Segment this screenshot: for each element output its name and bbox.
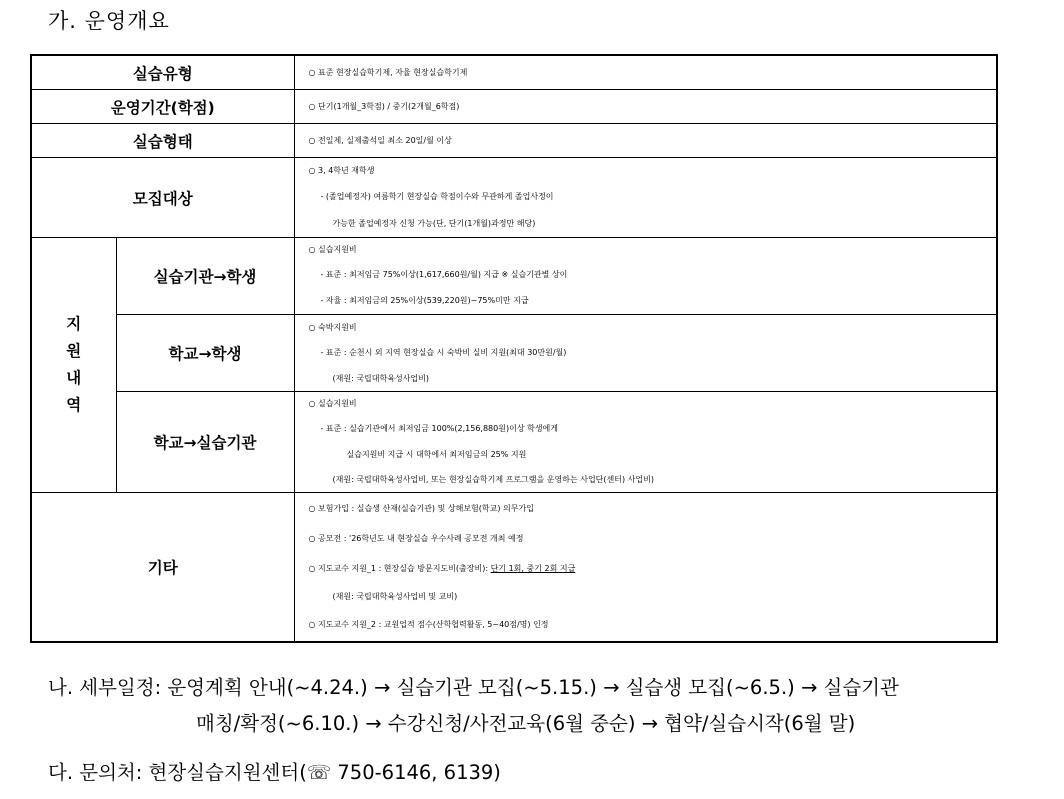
- table-row-support-org-student: [31, 238, 997, 315]
- contact-line: 다. 문의처: 현장실습지원센터(☏ 750-6146, 6139): [48, 761, 501, 784]
- content-line: ○ 공모전 : '26학년도 내 현장실습 우수사례 공모전 개최 예정: [308, 534, 524, 543]
- sublabel-school-to-org: 학교→실습기관: [116, 392, 294, 493]
- table-row-type: [31, 55, 997, 90]
- operations-overview-table: [30, 54, 998, 643]
- table-row-target: [31, 158, 997, 238]
- underlined-text: 단기 1회, 중기 2회 지급: [490, 564, 576, 573]
- content-line: (재원: 국립대학육성사업비 및 교비): [332, 592, 458, 601]
- content-line: 가능한 졸업예정자 신청 가능(단, 단기(1개월)과정만 해당): [332, 218, 536, 228]
- content-line: - 표준 : 최저임금 75%이상(1,617,660원/월) 지급 ※ 실습기관별 상이: [320, 270, 568, 279]
- content-line: ○ 전일제, 실제출석일 최소 20일/월 이상: [308, 136, 452, 145]
- content-line-prefix: ○ 지도교수 지원_1 : 현장실습 방문지도비(출장비):: [308, 564, 491, 573]
- content-line: (재원: 국립대학육성사업비, 또는 현장실습학기제 프로그램을 운영하는 사업단(센터) 사업비): [332, 475, 654, 484]
- support-label-char: 내: [66, 369, 82, 387]
- sublabel-org-to-student: 실습기관→학생: [116, 238, 294, 315]
- row-content-school-to-org: [294, 392, 997, 493]
- content-line: ○ 3, 4학년 재학생: [308, 165, 375, 175]
- content-line: - 자율 : 최저임금의 25%이상(539,220원)~75%미만 지급: [320, 296, 529, 305]
- support-label-char: 역: [66, 396, 82, 414]
- section-heading-overview: 가. 운영개요: [48, 9, 170, 33]
- support-label-char: 원: [66, 342, 82, 360]
- row-content-org-to-student: [294, 238, 997, 315]
- content-line: (재원: 국립대학육성사업비): [332, 373, 429, 383]
- row-content-target: [294, 158, 997, 238]
- row-label-form: 실습형태: [31, 124, 294, 158]
- table-row-form: [31, 124, 997, 158]
- row-content-etc: [294, 493, 997, 643]
- table-row-support-school-student: [31, 315, 997, 392]
- row-label-period: 운영기간(학점): [31, 90, 294, 124]
- schedule-line-2: 매칭/확정(~6.10.) → 수강신청/사전교육(6월 중순) → 협약/실습시작(6월 말): [196, 712, 856, 735]
- table-row-support-school-org: [31, 392, 997, 493]
- content-line: ○ 보험가입 : 실습생 산재(실습기관) 및 상해보험(학교) 의무가입: [308, 504, 534, 513]
- row-content-period: [294, 90, 997, 124]
- content-line: ○ 실습지원비: [308, 399, 357, 408]
- content-line: 실습지원비 지급 시 대학에서 최저임금의 25% 지원: [346, 450, 527, 459]
- row-content-type: [294, 55, 997, 90]
- table-row-etc: [31, 493, 997, 643]
- content-line: ○ 실습지원비: [308, 245, 357, 254]
- content-line: ○ 지도교수 지원_2 : 교원업적 점수(산학협력활동, 5~40점/명) 인정: [308, 620, 549, 629]
- support-label-char: 지: [66, 315, 82, 333]
- content-line: - 표준 : 순천시 외 지역 현장실습 시 숙박비 실비 지원(최대 30만원/월): [320, 347, 567, 357]
- row-label-etc: 기타: [31, 493, 294, 643]
- row-content-school-to-student: [294, 315, 997, 392]
- row-label-target: 모집대상: [31, 158, 294, 238]
- content-line: - (졸업예정자) 여름학기 현장실습 학점이수와 무관하게 졸업사정이: [320, 191, 554, 201]
- content-line: ○ 숙박지원비: [308, 322, 357, 332]
- row-content-form: [294, 124, 997, 158]
- content-line: ○ 표준 현장실습학기제, 자율 현장실습학기제: [308, 68, 468, 77]
- content-line: - 표준 : 실습기관에서 최저임금 100%(2,156,880원)이상 학생에게: [320, 424, 558, 433]
- sublabel-school-to-student: 학교→학생: [116, 315, 294, 392]
- content-line: [309, 554, 997, 584]
- content-line: ○ 단기(1개월_3학점) / 중기(2개월_6학점): [308, 102, 460, 111]
- row-label-type: 실습유형: [31, 55, 294, 90]
- table-row-period: [31, 90, 997, 124]
- schedule-line-1: 나. 세부일정: 운영계획 안내(~4.24.) → 실습기관 모집(~5.15.) → 실습생 모집(~6.5.) → 실습기관: [48, 676, 899, 699]
- row-label-support: [31, 238, 116, 493]
